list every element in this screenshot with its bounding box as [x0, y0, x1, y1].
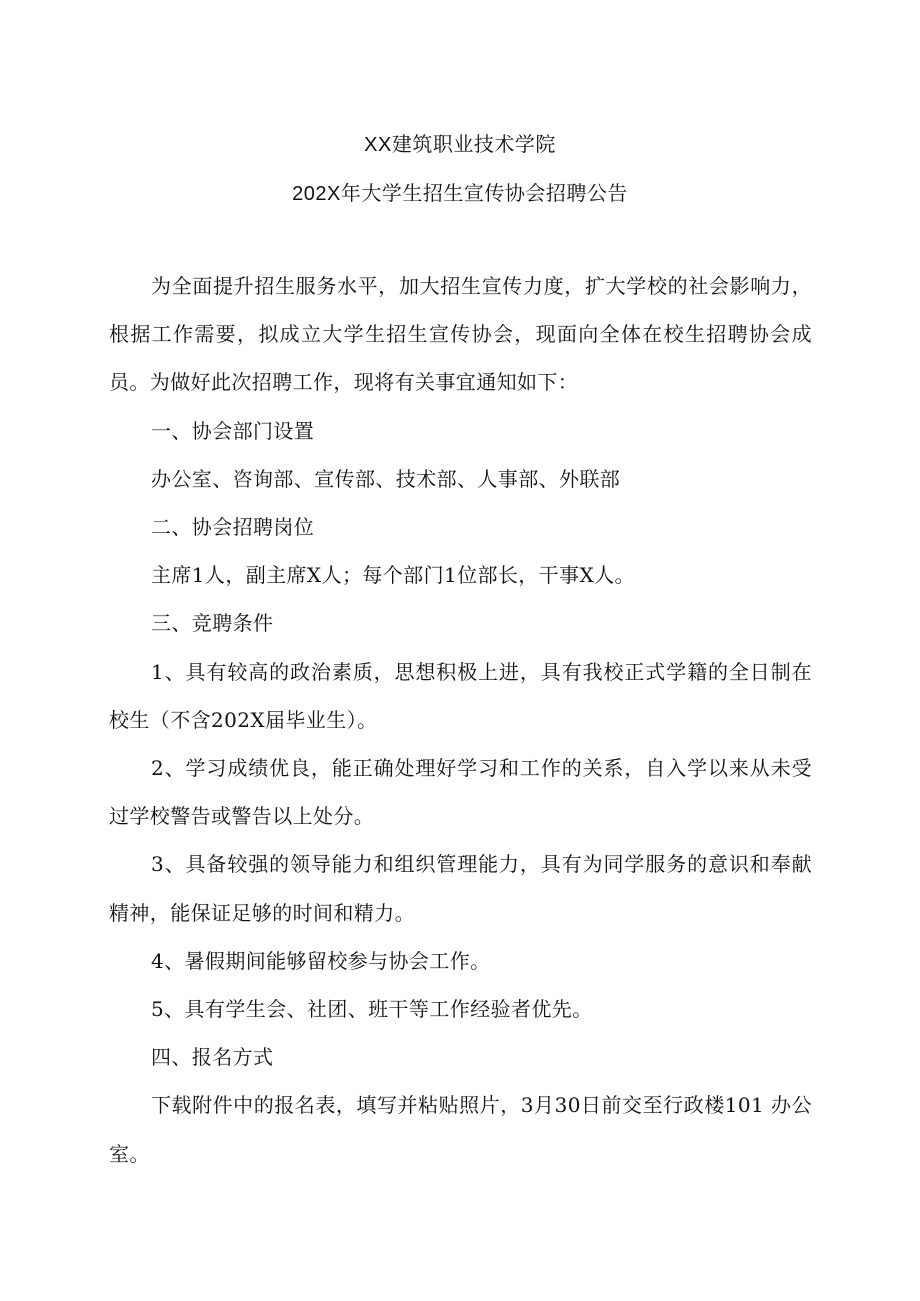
announcement-title: 202X年大学生招生宣传协会招聘公告 [292, 183, 628, 205]
section-heading-positions: 二、协会招聘岗位 [151, 515, 315, 540]
registration-paragraph: 下载附件中的报名表，填写并粘贴照片，3月30日前交至行政楼101 办公室。 [109, 1093, 812, 1166]
intro-paragraph: 为全面提升招生服务水平，加大招生宣传力度，扩大学校的社会影响力，根据工作需要，拟成立大学生招生宣传协会，现面向全体在校生招聘协会成员。为做好此次招聘工作，现将有关事宜通知如下： [109, 274, 812, 395]
section-heading-departments: 一、协会部门设置 [151, 418, 315, 443]
announcement-body [109, 262, 812, 1178]
condition-item-4: 4、暑假期间能够留校参与协会工作。 [151, 948, 491, 973]
condition-item-5: 5、具有学生会、社团、班干等工作经验者优先。 [151, 997, 593, 1022]
condition-item-2: 2、学习成绩优良，能正确处理好学习和工作的关系，自入学以来从未受过学校警告或警告以上处分。 [109, 756, 812, 829]
condition-item-1: 1、具有较高的政治素质，思想积极上进，具有我校正式学籍的全日制在校生（不含202X届毕业生）。 [109, 659, 812, 732]
school-name-title: XX建筑职业技术学院 [364, 134, 556, 156]
positions-paragraph: 主席1人，副主席X人；每个部门1位部长，干事X人。 [151, 563, 635, 588]
section-heading-registration: 四、报名方式 [151, 1045, 274, 1070]
section-heading-conditions: 三、竞聘条件 [151, 611, 274, 636]
departments-list: 办公室、咨询部、宣传部、技术部、人事部、外联部 [151, 466, 621, 491]
condition-item-3: 3、具备较强的领导能力和组织管理能力，具有为同学服务的意识和奉献精神，能保证足够的时间和精力。 [109, 852, 812, 925]
